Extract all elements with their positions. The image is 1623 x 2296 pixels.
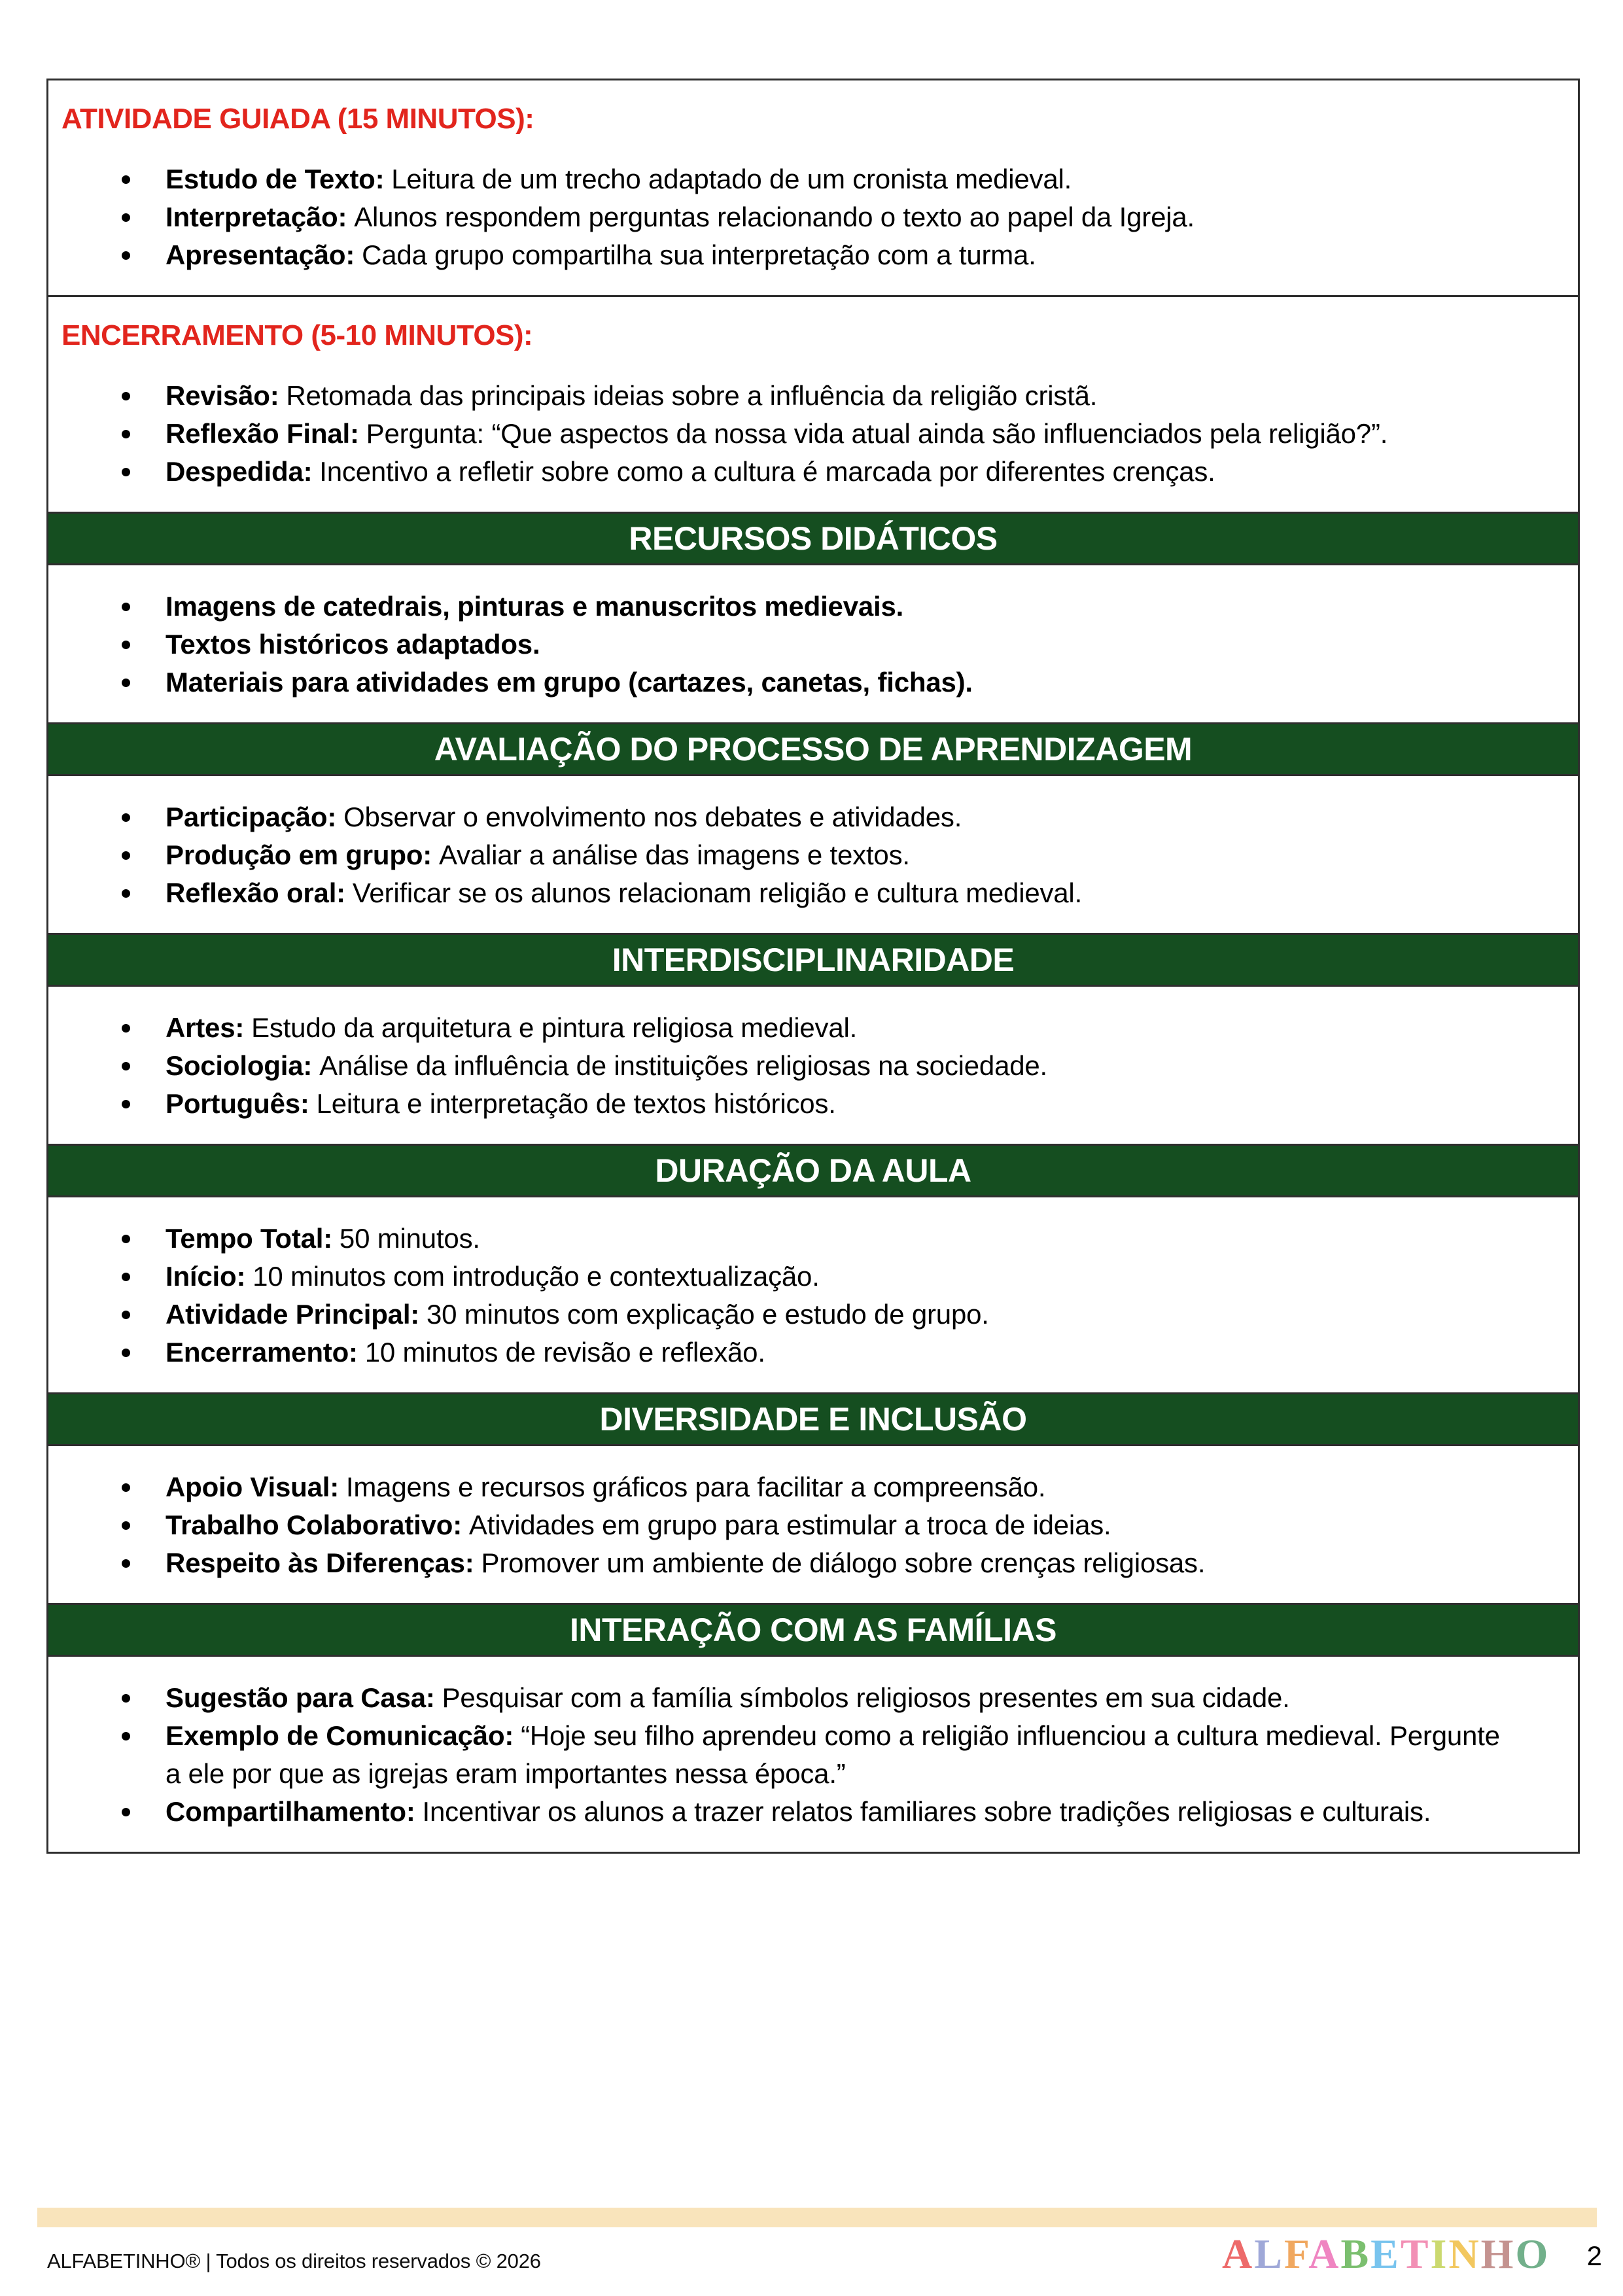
bullet-item (48, 198, 1578, 236)
plan-section (48, 1146, 1578, 1394)
bullet-label: Reflexão oral: (166, 877, 345, 908)
bullet-list (48, 565, 1578, 722)
plan-section (48, 1394, 1578, 1605)
section-banner-green: DIVERSIDADE E INCLUSÃO (48, 1394, 1578, 1446)
bullet-item (48, 1047, 1578, 1085)
logo-letter: T (1400, 2231, 1431, 2277)
bullet-label: Sugestão para Casa: (166, 1682, 435, 1713)
bullet-label: Imagens de catedrais, pinturas e manuscritos medievais. (166, 591, 904, 622)
lesson-plan-table (46, 79, 1580, 1854)
bullet-text: Retomada das principais ideias sobre a influência da religião cristã. (286, 380, 1098, 411)
bullet-list (48, 138, 1578, 295)
logo-letter: N (1448, 2231, 1481, 2277)
bullet-text: Avaliar a análise das imagens e textos. (439, 839, 910, 870)
bullet-label: Encerramento: (166, 1337, 358, 1368)
bullet-text: Alunos respondem perguntas relacionando o texto ao papel da Igreja. (354, 202, 1195, 232)
plan-section (48, 724, 1578, 935)
bullet-label: Tempo Total: (166, 1223, 333, 1254)
bullet-text: Promover um ambiente de diálogo sobre crenças religiosas. (481, 1547, 1206, 1578)
bullet-label: Artes: (166, 1012, 245, 1043)
bullet-text: 10 minutos com introdução e contextualização. (253, 1261, 820, 1292)
section-heading-red: ATIVIDADE GUIADA (15 MINUTOS): (61, 103, 534, 135)
logo-letter: O (1515, 2231, 1550, 2277)
bullet-item (48, 236, 1578, 274)
bullet-label: Atividade Principal: (166, 1299, 420, 1330)
bullet-item (48, 1506, 1578, 1544)
bullet-text: Pesquisar com a família símbolos religiosos presentes em sua cidade. (442, 1682, 1290, 1713)
bullet-label: Trabalho Colaborativo: (166, 1510, 462, 1540)
logo-letter: B (1340, 2231, 1371, 2277)
section-banner-green: DURAÇÃO DA AULA (48, 1146, 1578, 1197)
bullet-text: Leitura e interpretação de textos históricos. (316, 1088, 836, 1119)
bullet-label: Respeito às Diferenças: (166, 1547, 474, 1578)
bullet-item (48, 1468, 1578, 1506)
plan-section (48, 80, 1578, 297)
bullet-item (48, 1333, 1578, 1371)
bullet-item (48, 1296, 1578, 1333)
section-heading-red: ENCERRAMENTO (5-10 MINUTOS): (61, 319, 533, 351)
bullet-label: Português: (166, 1088, 309, 1119)
bullet-item (48, 588, 1578, 626)
copyright-text: ALFABETINHO® | Todos os direitos reservados © 2026 (47, 2250, 541, 2272)
bullet-text: Pergunta: “Que aspectos da nossa vida atual ainda são influenciados pela religião?”. (366, 418, 1388, 449)
bullet-item (48, 1258, 1578, 1296)
bullet-list (48, 776, 1578, 933)
bullet-label: Reflexão Final: (166, 418, 359, 449)
bullet-item (48, 1085, 1578, 1123)
bullet-item (48, 453, 1578, 491)
bullet-label: Interpretação: (166, 202, 347, 232)
section-banner-green: INTERDISCIPLINARIDADE (48, 935, 1578, 987)
bullet-text: Leitura de um trecho adaptado de um cronista medieval. (391, 164, 1072, 194)
plan-section (48, 1605, 1578, 1852)
bullet-list (48, 1197, 1578, 1392)
alfabetinho-logo (1222, 2230, 1550, 2278)
bullet-label: Exemplo de Comunicação: (166, 1720, 514, 1751)
bullet-item (48, 1717, 1578, 1793)
bullet-label: Sociologia: (166, 1050, 313, 1081)
bullet-label: Participação: (166, 802, 337, 832)
logo-letter: I (1430, 2231, 1449, 2277)
bullet-list (48, 987, 1578, 1144)
logo-letter: H (1480, 2231, 1516, 2277)
bullet-text: “Hoje seu filho aprendeu como a religião influenciou a cultura medieval. Pergunte a ele por que as igrejas eram importantes nessa época.” (166, 1720, 1500, 1789)
bullet-label: Revisão: (166, 380, 279, 411)
section-banner-green: INTERAÇÃO COM AS FAMÍLIAS (48, 1605, 1578, 1657)
logo-letter: A (1222, 2231, 1255, 2277)
bullet-text: Análise da influência de instituições religiosas na sociedade. (319, 1050, 1048, 1081)
bullet-item (48, 836, 1578, 874)
bullet-item (48, 663, 1578, 701)
bullet-label: Materiais para atividades em grupo (cartazes, canetas, fichas). (166, 667, 973, 698)
bullet-item (48, 1220, 1578, 1258)
bullet-text: 50 minutos. (339, 1223, 480, 1254)
bullet-item (48, 1793, 1578, 1831)
bullet-label: Estudo de Texto: (166, 164, 385, 194)
bullet-label: Despedida: (166, 456, 313, 487)
section-banner-green: RECURSOS DIDÁTICOS (48, 514, 1578, 565)
bullet-label: Apresentação: (166, 239, 355, 270)
bullet-list (48, 355, 1578, 512)
bullet-text: Cada grupo compartilha sua interpretação com a turma. (362, 239, 1036, 270)
bullet-text: Estudo da arquitetura e pintura religiosa medieval. (251, 1012, 858, 1043)
bullet-label: Apoio Visual: (166, 1472, 339, 1502)
bullet-list (48, 1446, 1578, 1603)
bullet-item (48, 626, 1578, 663)
page-number: 2 (1586, 2240, 1602, 2271)
section-banner-green: AVALIAÇÃO DO PROCESSO DE APRENDIZAGEM (48, 724, 1578, 776)
logo-letter: E (1370, 2231, 1401, 2277)
bullet-text: Observar o envolvimento nos debates e atividades. (343, 802, 962, 832)
bullet-item (48, 798, 1578, 836)
bullet-label: Início: (166, 1261, 246, 1292)
bullet-text: Verificar se os alunos relacionam religião e cultura medieval. (352, 877, 1083, 908)
bullet-text: 10 minutos de revisão e reflexão. (364, 1337, 765, 1368)
bullet-item (48, 1009, 1578, 1047)
logo-letter: F (1283, 2231, 1309, 2277)
bullet-item (48, 1679, 1578, 1717)
logo-letter: A (1308, 2231, 1341, 2277)
bullet-text: Incentivar os alunos a trazer relatos familiares sobre tradições religiosas e culturais. (422, 1796, 1431, 1827)
logo-letter: L (1254, 2231, 1284, 2277)
bullet-text: Atividades em grupo para estimular a troca de ideias. (468, 1510, 1111, 1540)
plan-section (48, 297, 1578, 514)
bullet-item (48, 377, 1578, 415)
bullet-item (48, 160, 1578, 198)
bullet-label: Produção em grupo: (166, 839, 432, 870)
footer-accent-bar (37, 2208, 1597, 2227)
bullet-label: Compartilhamento: (166, 1796, 415, 1827)
bullet-list (48, 1657, 1578, 1852)
bullet-text: Incentivo a refletir sobre como a cultura é marcada por diferentes crenças. (319, 456, 1215, 487)
bullet-item (48, 1544, 1578, 1582)
bullet-item (48, 874, 1578, 912)
bullet-label: Textos históricos adaptados. (166, 629, 540, 660)
bullet-text: Imagens e recursos gráficos para facilitar a compreensão. (345, 1472, 1046, 1502)
bullet-item (48, 415, 1578, 453)
bullet-text: 30 minutos com explicação e estudo de grupo. (427, 1299, 989, 1330)
plan-section (48, 935, 1578, 1146)
plan-section (48, 514, 1578, 724)
